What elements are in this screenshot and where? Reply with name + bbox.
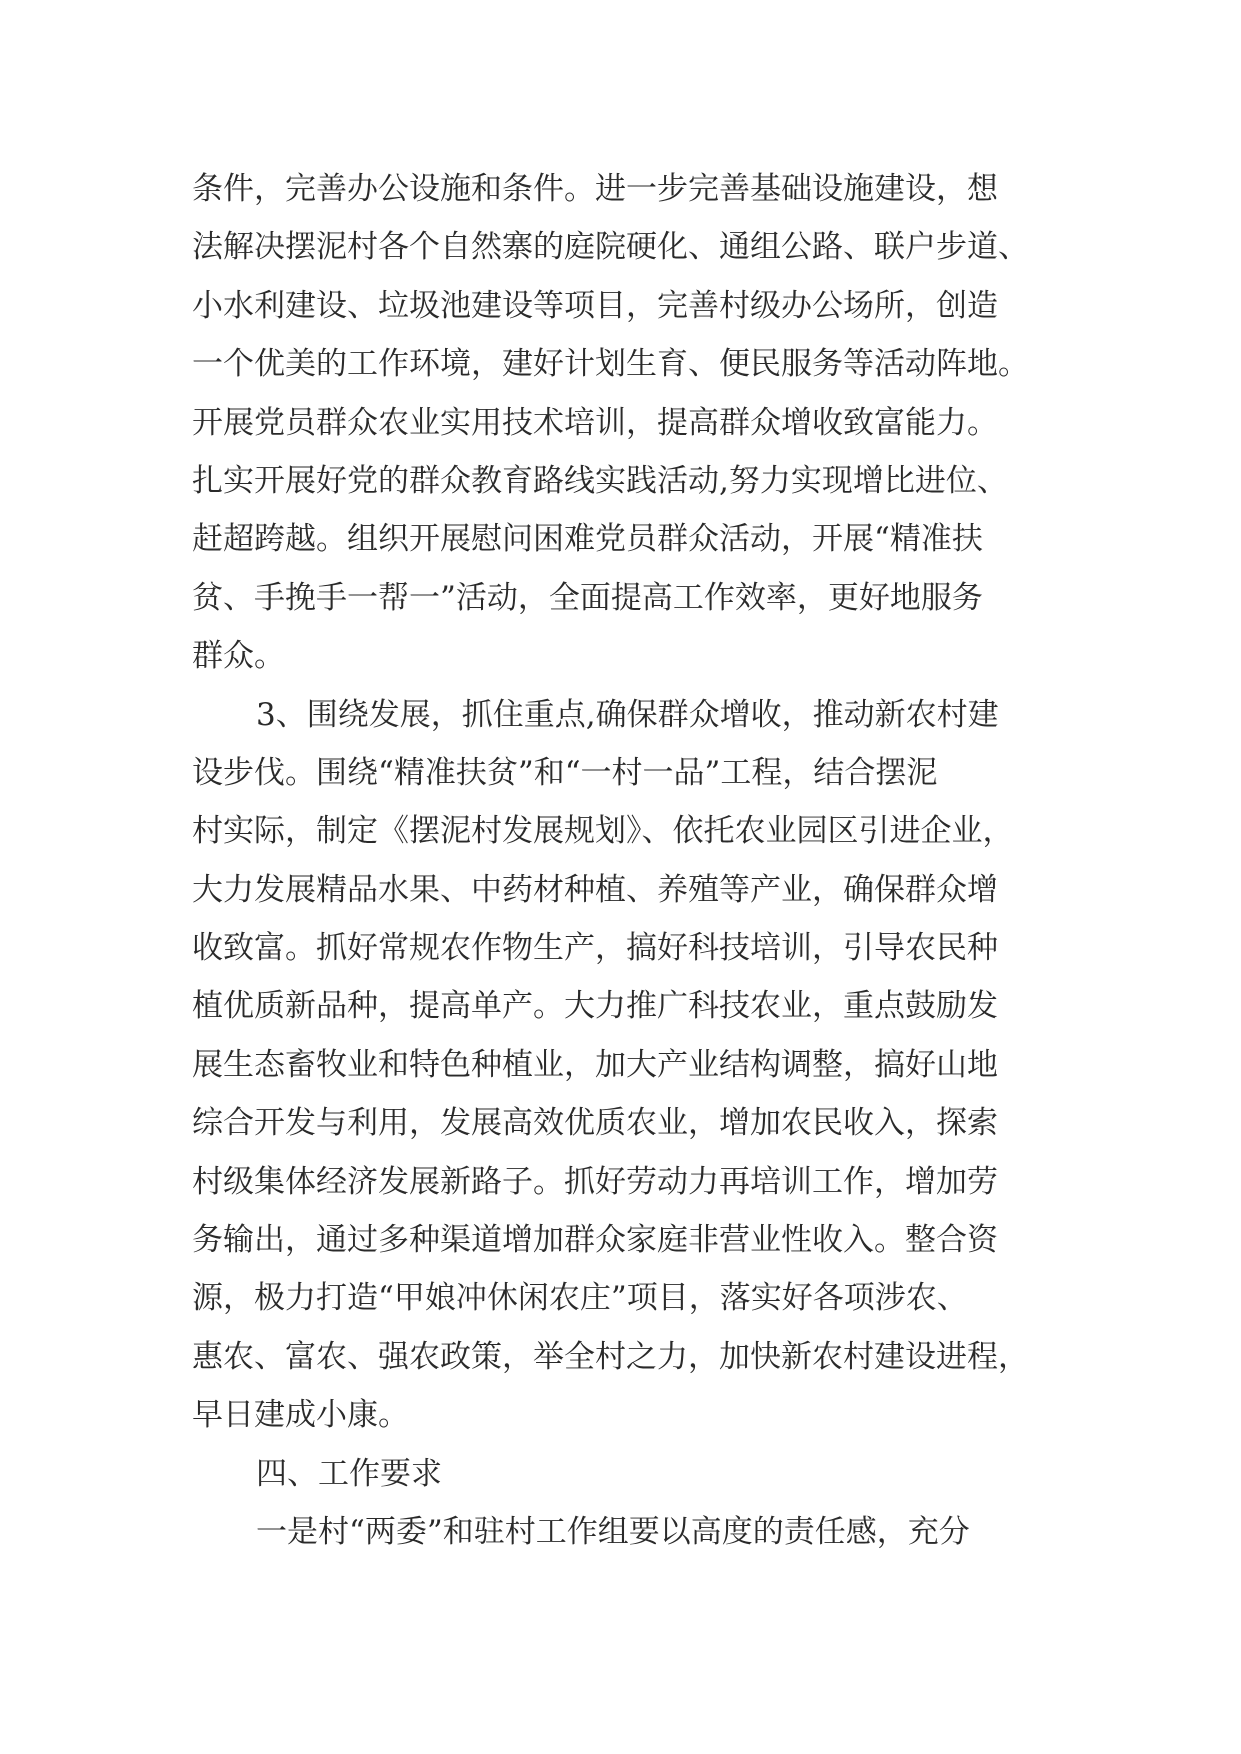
text-line: 法解决摆泥村各个自然寨的庭院硬化、通组公路、联户步道、	[192, 229, 1029, 266]
text-line: 村级集体经济发展新路子。抓好劳动力再培训工作，增加劳	[192, 1163, 998, 1200]
text-line: 源，极力打造“甲娘冲休闲农庄”项目，落实好各项涉农、	[192, 1280, 968, 1317]
text-line: 四、工作要求	[256, 1455, 442, 1492]
document-body	[192, 160, 1072, 1561]
text-line: 早日建成小康。	[192, 1397, 409, 1434]
text-line: 开展党员群众农业实用技术培训，提高群众增收致富能力。	[192, 404, 998, 441]
text-line: 收致富。抓好常规农作物生产，搞好科技培训，引导农民种	[192, 930, 998, 967]
text-line: 综合开发与利用，发展高效优质农业，增加农民收入，探索	[192, 1105, 998, 1142]
text-line: 群众。	[192, 638, 285, 675]
text-line: 大力发展精品水果、中药材种植、养殖等产业，确保群众增	[192, 871, 998, 908]
text-line: 赶超跨越。组织开展慰问困难党员群众活动，开展“精准扶	[192, 521, 983, 558]
text-line: 贫、手挽手一帮一”活动，全面提高工作效率，更好地服务	[192, 579, 983, 616]
text-line: 3、围绕发展，抓住重点,确保群众增收，推动新农村建	[256, 696, 999, 733]
text-line: 设步伐。围绕“精准扶贫”和“一村一品”工程，结合摆泥	[192, 754, 938, 791]
text-line: 惠农、富农、强农政策，举全村之力，加快新农村建设进程，	[192, 1338, 1029, 1375]
text-line: 一个优美的工作环境，建好计划生育、便民服务等活动阵地。	[192, 346, 1029, 383]
text-line: 务输出，通过多种渠道增加群众家庭非营业性收入。整合资	[192, 1222, 998, 1259]
text-line: 植优质新品种，提高单产。大力推广科技农业，重点鼓励发	[192, 988, 998, 1025]
text-line: 展生态畜牧业和特色种植业，加大产业结构调整，搞好山地	[192, 1046, 998, 1083]
text-line: 一是村“两委”和驻村工作组要以高度的责任感，充分	[256, 1513, 970, 1550]
text-line: 扎实开展好党的群众教育路线实践活动,努力实现增比进位、	[192, 462, 1008, 499]
text-line: 小水利建设、垃圾池建设等项目，完善村级办公场所，创造	[192, 287, 998, 324]
text-line: 村实际，制定《摆泥村发展规划》、依托农业园区引进企业，	[192, 813, 1014, 850]
text-line: 条件，完善办公设施和条件。进一步完善基础设施建设，想	[192, 171, 998, 207]
